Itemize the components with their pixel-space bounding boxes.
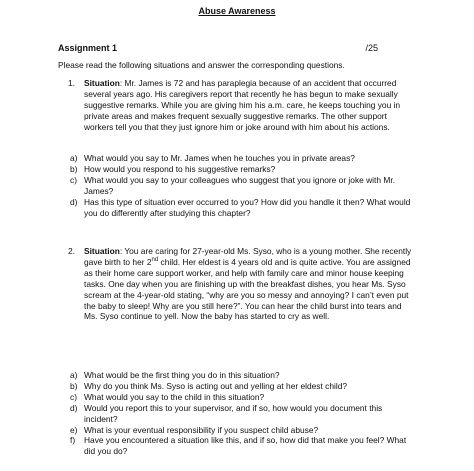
question-text: What would you say to Mr. James when he touches you in private areas? bbox=[84, 153, 355, 163]
question-letter: b) bbox=[70, 163, 78, 174]
question-text: Why do you think Ms. Syso is acting out and yelling at her eldest child? bbox=[84, 380, 348, 391]
situation-text-cont: child. Her eldest is 4 years old and is quite active. You are assigned as their home care support worker, and help with family care and minor house keeping tasks. One day when you are finishing up with the breakfast dishes, you hear Ms. Syso scream at the 4-year-old stating, “why are you so messy and annoying? I can’t even put the baby to sleep! Why are you still here?”. You can hear the child burst into tears and Ms. Syso continue to yell. Now the baby has started to cry as well. bbox=[84, 256, 411, 322]
question-item bbox=[70, 435, 415, 457]
question-text: What would you say to the child in this situation? bbox=[84, 391, 265, 402]
question-text: What is your eventual responsibility if you suspect child abuse? bbox=[84, 424, 319, 435]
question-letter: d) bbox=[70, 196, 78, 207]
situation-label: Situation bbox=[84, 246, 120, 256]
situation-2 bbox=[68, 246, 414, 322]
question-item bbox=[70, 381, 415, 392]
situation-text: : You are caring for 27-year-old Ms. Syso, who is a young mother. She recently gave birth to her 2 bbox=[84, 246, 412, 267]
question-list-2 bbox=[70, 370, 415, 457]
question-letter: a) bbox=[70, 370, 78, 380]
assignment-score: /25 bbox=[365, 43, 378, 53]
question-text: What would be the first thing you do in this situation? bbox=[84, 370, 280, 380]
question-item bbox=[70, 370, 415, 381]
question-item bbox=[70, 153, 415, 164]
question-item bbox=[70, 164, 415, 175]
question-item bbox=[70, 425, 415, 436]
document-title: Abuse Awareness bbox=[198, 6, 276, 16]
situation-1 bbox=[68, 78, 414, 133]
question-letter: c) bbox=[70, 391, 77, 402]
situation-number: 1. bbox=[68, 78, 75, 88]
situation-number: 2. bbox=[68, 246, 75, 256]
question-list-1 bbox=[70, 153, 415, 218]
question-text: Would you report this to your supervisor, and if so, how would you document this incident? bbox=[84, 402, 383, 424]
question-text: What would you say to your colleagues who suggest that you ignore or joke with Mr. James? bbox=[84, 174, 395, 196]
situation-text: : Mr. James is 72 and has paraplegia because of an accident that occurred several years ago. His caregivers report that recently he has begun to make sexually suggestive remarks. While you are giving him his a.m. care, he keeps touching you in private areas and makes frequent sexually suggestive remarks. The other support workers tell you that they just ignore him or joke around with him about his actions. bbox=[84, 78, 401, 132]
question-item bbox=[70, 175, 415, 197]
question-item bbox=[70, 197, 415, 219]
question-letter: a) bbox=[70, 153, 78, 163]
superscript: nd bbox=[151, 257, 159, 264]
question-letter: d) bbox=[70, 402, 78, 413]
situation-label: Situation bbox=[84, 78, 120, 88]
question-text: How would you respond to his suggestive remarks? bbox=[84, 163, 276, 174]
assignment-label: Assignment 1 bbox=[58, 43, 118, 53]
question-letter: e) bbox=[70, 424, 78, 435]
question-item bbox=[70, 392, 415, 403]
question-text: Has this type of situation ever occurred to you? How did you handle it then? What would you do differently after studying this chapter? bbox=[84, 196, 411, 218]
question-text: Have you encountered a situation like this, and if so, how did that make you feel? What did you do? bbox=[84, 435, 407, 457]
instructions: Please read the following situations and answer the corresponding questions. bbox=[58, 60, 345, 70]
question-letter: f) bbox=[70, 435, 76, 446]
question-letter: b) bbox=[70, 380, 78, 391]
assignment-header bbox=[58, 43, 378, 54]
question-letter: c) bbox=[70, 174, 77, 185]
question-item bbox=[70, 403, 415, 425]
